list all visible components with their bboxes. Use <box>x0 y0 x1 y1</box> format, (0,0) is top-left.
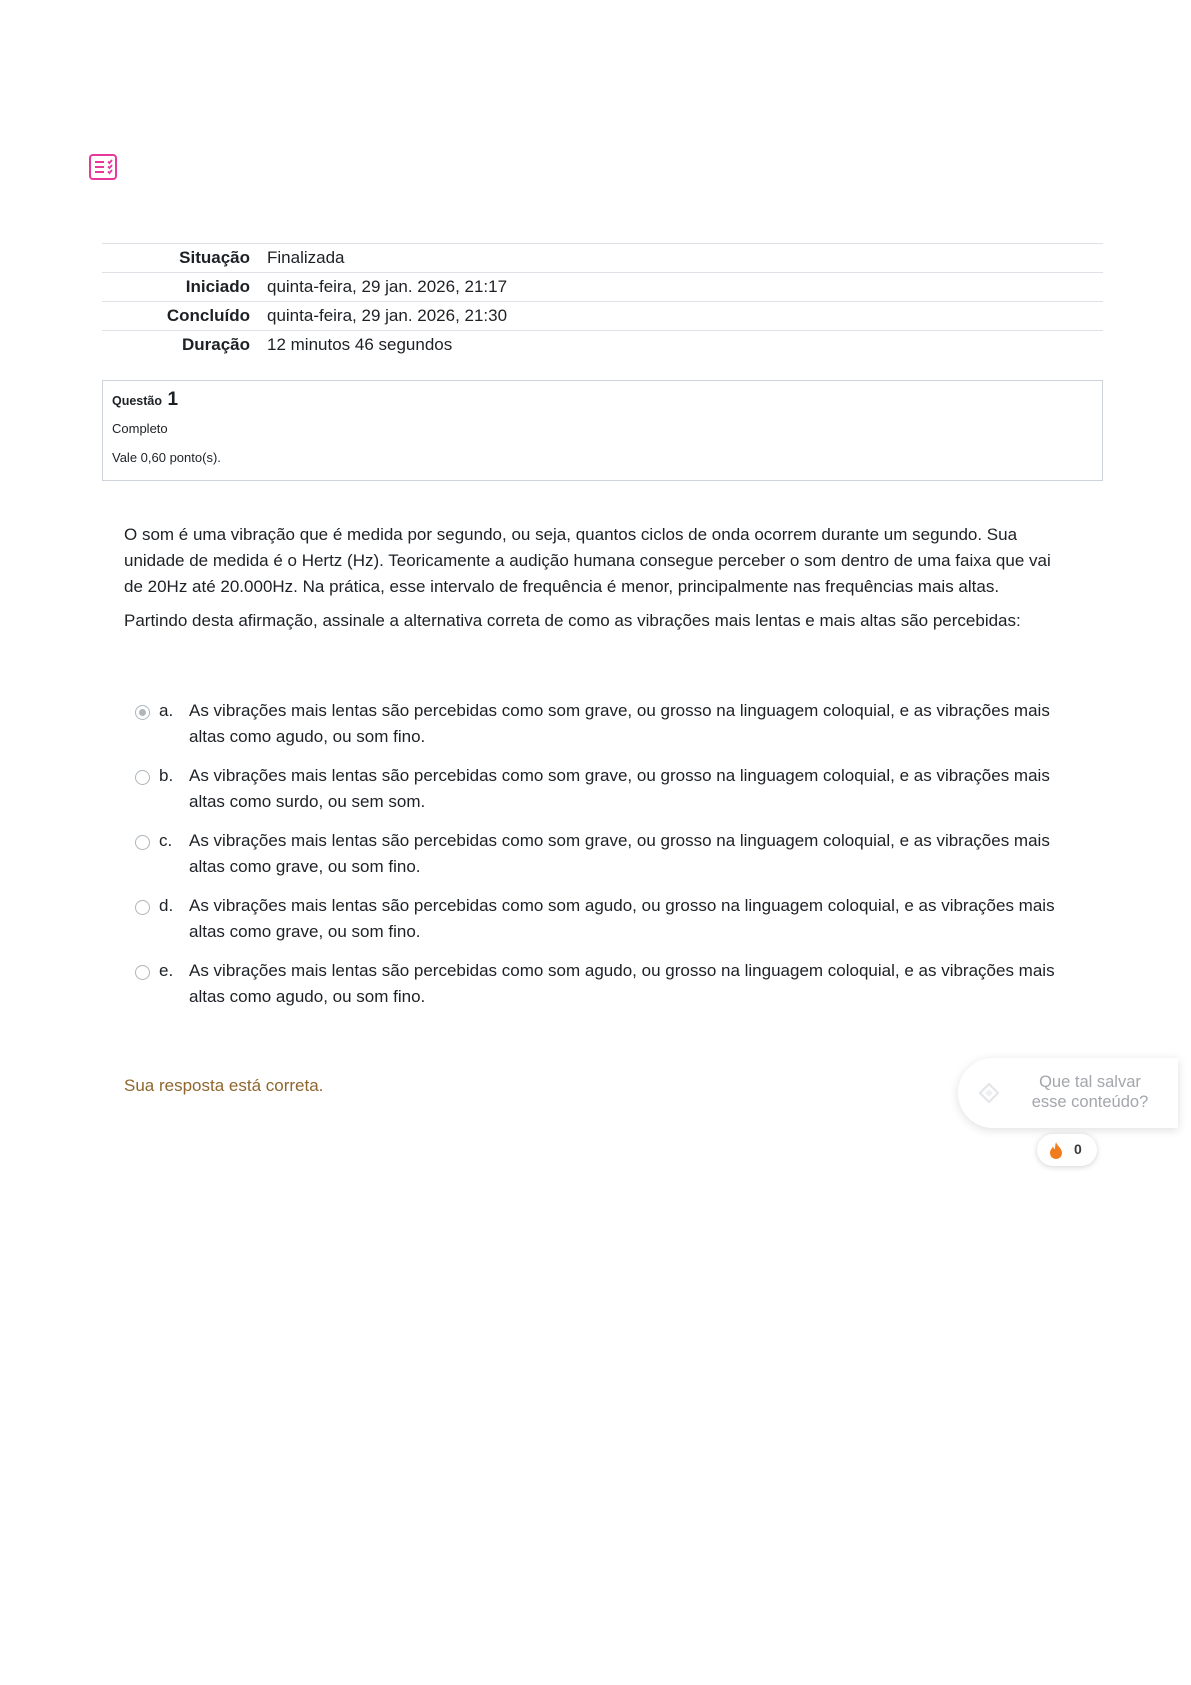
answer-options <box>133 698 1078 1023</box>
summary-row-concluido <box>102 302 1103 331</box>
radio-button[interactable] <box>135 835 150 850</box>
radio-button[interactable] <box>135 965 150 980</box>
question-grade: Vale 0,60 ponto(s). <box>112 450 221 465</box>
question-number-value: 1 <box>167 389 179 410</box>
answer-letter: b. <box>159 766 174 785</box>
summary-value: quinta-feira, 29 jan. 2026, 21:17 <box>267 277 508 296</box>
radio-button[interactable] <box>135 900 150 915</box>
answer-text: As vibrações mais lentas são percebidas como som agudo, ou grosso na linguagem coloquial, e as vibrações mais altas como grave, ou som fino. <box>189 896 1055 941</box>
summary-label: Iniciado <box>185 277 250 296</box>
question-text <box>124 522 1069 634</box>
streak-count: 0 <box>1074 1141 1082 1157</box>
answer-letter: e. <box>159 961 174 980</box>
radio-button-selected[interactable] <box>135 705 150 720</box>
answer-text: As vibrações mais lentas são percebidas como som grave, ou grosso na linguagem coloquial, e as vibrações mais altas como agudo, ou som fino. <box>189 701 1050 746</box>
question-number <box>112 389 1093 411</box>
summary-row-situacao <box>102 244 1103 273</box>
attempt-summary-table <box>102 243 1103 360</box>
question-state: Completo <box>112 421 168 436</box>
answer-option-c[interactable] <box>133 828 1078 893</box>
bookmark-icon <box>976 1081 1002 1107</box>
answer-option-e[interactable] <box>133 958 1078 1023</box>
save-prompt-line: Que tal salvar <box>1039 1073 1141 1091</box>
summary-label: Concluído <box>166 306 250 325</box>
fire-icon <box>1048 1141 1064 1160</box>
answer-letter: d. <box>159 896 174 915</box>
streak-badge[interactable] <box>1037 1134 1097 1166</box>
question-prompt: Partindo desta afirmação, assinale a alternativa correta de como as vibrações mais lentas e mais altas são percebidas: <box>124 611 1021 630</box>
save-content-button[interactable] <box>958 1058 1178 1128</box>
answer-letter: c. <box>159 831 173 850</box>
quiz-icon <box>88 152 118 182</box>
question-paragraph: O som é uma vibração que é medida por segundo, ou seja, quantos ciclos de onda ocorrem durante um segundo. Sua unidade de medida é o Hertz (Hz). Teoricamente a audição humana consegue perceber o som dentro de uma faixa que vai de 20Hz até 20.000Hz. Na prática, esse intervalo de frequência é menor, principalmente nas frequências mais altas. <box>124 525 1051 596</box>
answer-option-d[interactable] <box>133 893 1078 958</box>
answer-feedback: Sua resposta está correta. <box>124 1076 324 1095</box>
summary-value: Finalizada <box>267 248 345 267</box>
answer-text: As vibrações mais lentas são percebidas como som grave, ou grosso na linguagem coloquial, e as vibrações mais altas como grave, ou som fino. <box>189 831 1050 876</box>
answer-text: As vibrações mais lentas são percebidas como som grave, ou grosso na linguagem coloquial, e as vibrações mais altas como surdo, ou sem som. <box>189 766 1050 811</box>
save-prompt-text <box>1020 1072 1160 1112</box>
answer-option-b[interactable] <box>133 763 1078 828</box>
answer-letter: a. <box>159 701 174 720</box>
answer-text: As vibrações mais lentas são percebidas como som agudo, ou grosso na linguagem coloquial, e as vibrações mais altas como agudo, ou som fino. <box>189 961 1055 1006</box>
summary-row-iniciado <box>102 273 1103 302</box>
summary-row-duracao <box>102 331 1103 360</box>
summary-label: Situação <box>179 248 250 267</box>
answer-option-a[interactable] <box>133 698 1078 763</box>
radio-button[interactable] <box>135 770 150 785</box>
question-label: Questão <box>112 394 163 408</box>
summary-value: 12 minutos 46 segundos <box>267 335 453 355</box>
summary-label: Duração <box>181 335 250 355</box>
question-info-box <box>102 380 1103 481</box>
save-prompt-line: esse conteúdo? <box>1031 1093 1149 1111</box>
summary-value: quinta-feira, 29 jan. 2026, 21:30 <box>267 306 508 325</box>
